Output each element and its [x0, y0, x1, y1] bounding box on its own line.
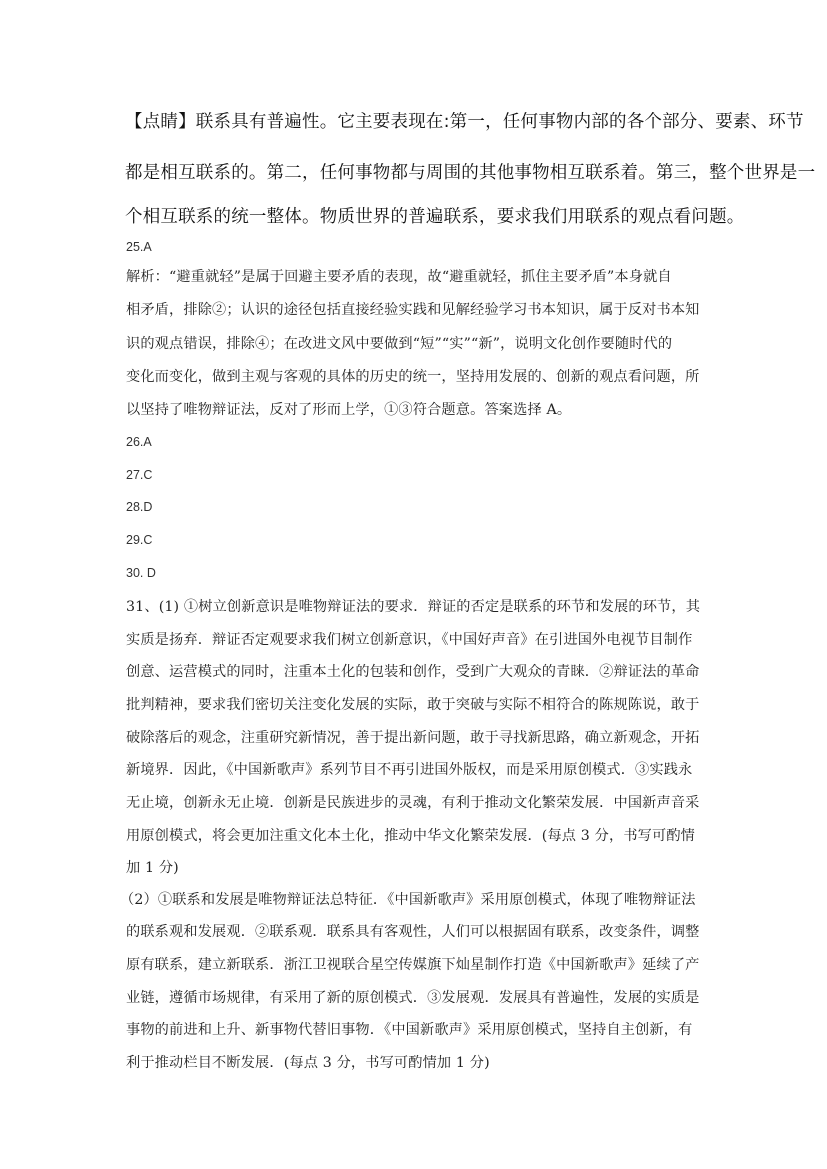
answer-28: 28.D	[126, 500, 153, 514]
answer-27: 27.C	[126, 468, 153, 482]
q31-part2-line-1: （2）①联系和发展是唯物辩证法总特征．《中国新歌声》采用原创模式，体现了唯物辩证法	[120, 892, 696, 908]
answer-25: 25.A	[126, 240, 152, 254]
tip-line-2: 都是相互联系的。第二，任何事物都与周围的其他事物相互联系着。第三，整个世界是一	[125, 163, 816, 183]
q31-part2-line-5: 事物的前进和上升、新事物代替旧事物．《中国新歌声》采用原创模式，坚持自主创新，有	[126, 1022, 693, 1038]
q31-part2-line-6: 利于推动栏目不断发展．(每点 3 分，书写可酌情加 1 分)	[126, 1055, 490, 1071]
q31-part1-line-6: 新境界．因此，《中国新歌声》系列节目不再引进国外版权，而是采用原创模式．③实践永	[126, 762, 693, 778]
q31-part2-line-2: 的联系观和发展观．②联系观．联系具有客观性，人们可以根据固有联系，改变条件，调整	[126, 924, 700, 940]
q25-analysis-line-2: 相矛盾，排除②；认识的途径包括直接经验实践和见解经验学习书本知识，属于反对书本知	[126, 302, 700, 318]
q31-part1-line-8: 用原创模式，将会更加注重文化本土化，推动中华文化繁荣发展．(每点 3 分，书写可酌情	[126, 828, 696, 844]
tip-line-1: 【点睛】联系具有普遍性。它主要表现在:第一，任何事物内部的各个部分、要素、环节	[125, 112, 804, 132]
answer-29: 29.C	[126, 533, 153, 547]
q31-part1-line-4: 批判精神，要求我们密切关注变化发展的实际，敢于突破与实际不相符合的陈规陈说，敢于	[126, 697, 700, 713]
q31-part2-line-4: 业链，遵循市场规律，有采用了新的原创模式．③发展观．发展具有普遍性，发展的实质是	[126, 990, 700, 1006]
q25-analysis-line-4: 变化而变化，做到主观与客观的具体的历史的统一，坚持用发展的、创新的观点看问题，所	[126, 369, 700, 385]
tip-line-3: 个相互联系的统一整体。物质世界的普遍联系，要求我们用联系的观点看问题。	[125, 207, 745, 227]
q31-part2-line-3: 原有联系，建立新联系．浙江卫视联合星空传媒旗下灿星制作打造《中国新歌声》延续了产	[126, 957, 700, 973]
q31-part1-line-2: 实质是扬弃．辩证否定观要求我们树立创新意识，《中国好声音》在引进国外电视节目制作	[126, 632, 693, 648]
answer-30: 30. D	[126, 566, 156, 580]
answer-26: 26.A	[126, 435, 152, 449]
q25-analysis-line-5: 以坚持了唯物辩证法，反对了形而上学，①③符合题意。答案选择 A。	[126, 402, 572, 418]
q31-part1-line-3: 创意、运营模式的同时，注重本土化的包装和创作，受到广大观众的青睐．②辩证法的革命	[126, 664, 700, 680]
q31-part1-line-5: 破除落后的观念，注重研究新情况，善于提出新问题，敢于寻找新思路，确立新观念，开拓	[126, 730, 700, 746]
q25-analysis-line-1: 解析：“避重就轻”是属于回避主要矛盾的表现，故“避重就轻，抓住主要矛盾”本身就自	[126, 269, 672, 285]
q31-part1-line-7: 无止境，创新永无止境．创新是民族进步的灵魂，有利于推动文化繁荣发展．中国新声音采	[126, 795, 700, 811]
q31-part1-line-9: 加 1 分)	[126, 860, 179, 876]
q25-analysis-line-3: 识的观点错误，排除④；在改进文风中要做到“短”“实”“新”，说明文化创作要随时代的	[126, 336, 673, 352]
q31-part1-line-1: 31、(1) ①树立创新意识是唯物辩证法的要求．辩证的否定是联系的环节和发展的环节，其	[126, 599, 701, 615]
